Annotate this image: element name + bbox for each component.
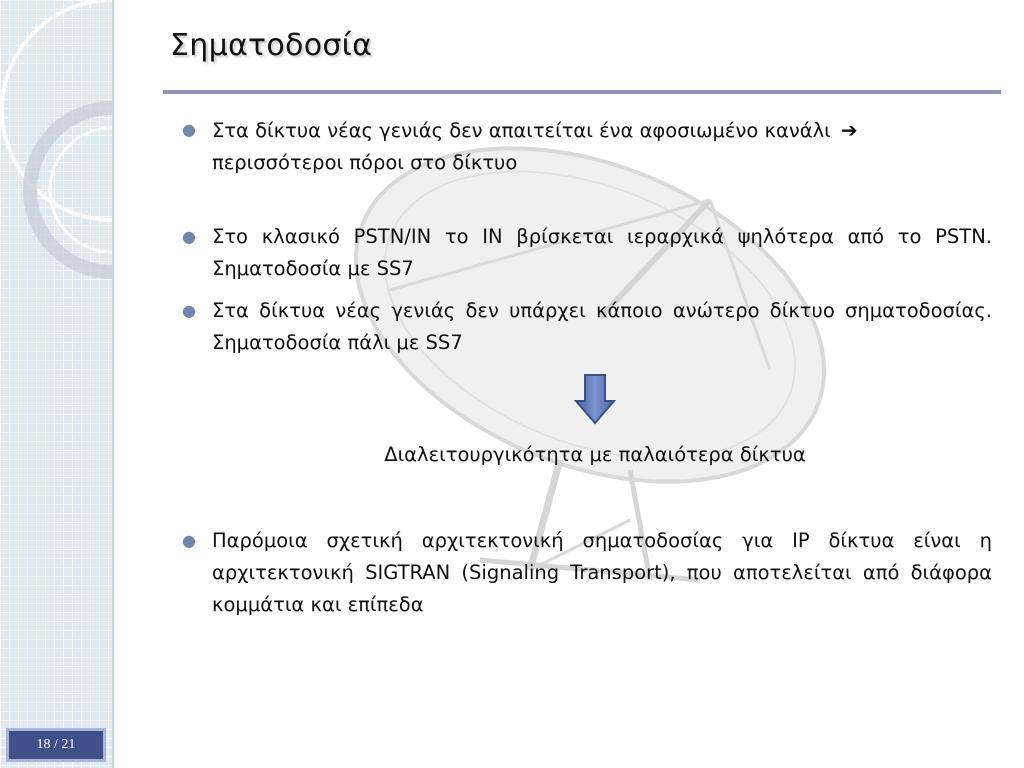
bullet-text: Στα δίκτυα νέας γενιάς δεν υπάρχει κάποιο ανώτερο δίκτυο σηματοδοσίας. Σηματοδοσία πάλι με SS7 [212,299,992,354]
bullet-item [180,221,992,285]
page-number: 18 / 21 [6,728,106,762]
bullet-text: Στα δίκτυα νέας γενιάς δεν απαιτείται ένα αφοσιωμένο κανάλι [212,119,831,142]
right-arrow-icon: ➔ [840,118,858,142]
bullet-text-continuation: περισσότεροι πόροι στο δίκτυο [212,151,518,174]
bullet-text: Παρόμοια σχετική αρχιτεκτονική σηματοδοσίας για IP δίκτυα είναι η αρχιτεκτονική SIGTRAN (Signaling Transport), που αποτελείται από διάφορα κομμάτια και επίπεδα [212,529,992,616]
down-arrow-icon [574,373,616,425]
bullet-dot-icon: ● [182,120,196,139]
bullet-item [180,295,992,359]
title-underline [163,90,1001,94]
bullet-item [180,114,992,179]
bullet-dot-icon: ● [182,227,196,246]
bullet-dot-icon: ● [182,301,196,320]
bullet-dot-icon: ● [182,531,196,550]
slide-title: Σηματοδοσία [170,28,373,63]
interoperability-text: Διαλειτουργικότητα με παλαιότερα δίκτυα [384,443,806,466]
bullet-list [180,114,992,621]
bullet-item [180,525,992,621]
decorative-rings [0,0,112,320]
bullet-text: Στο κλασικό PSTN/IN το IN βρίσκεται ιεραρχικά ψηλότερα από το PSTN. Σηματοδοσία με SS7 [212,225,992,280]
down-arrow-container [180,373,992,427]
side-divider [112,0,114,768]
side-grid-panel [0,0,112,768]
